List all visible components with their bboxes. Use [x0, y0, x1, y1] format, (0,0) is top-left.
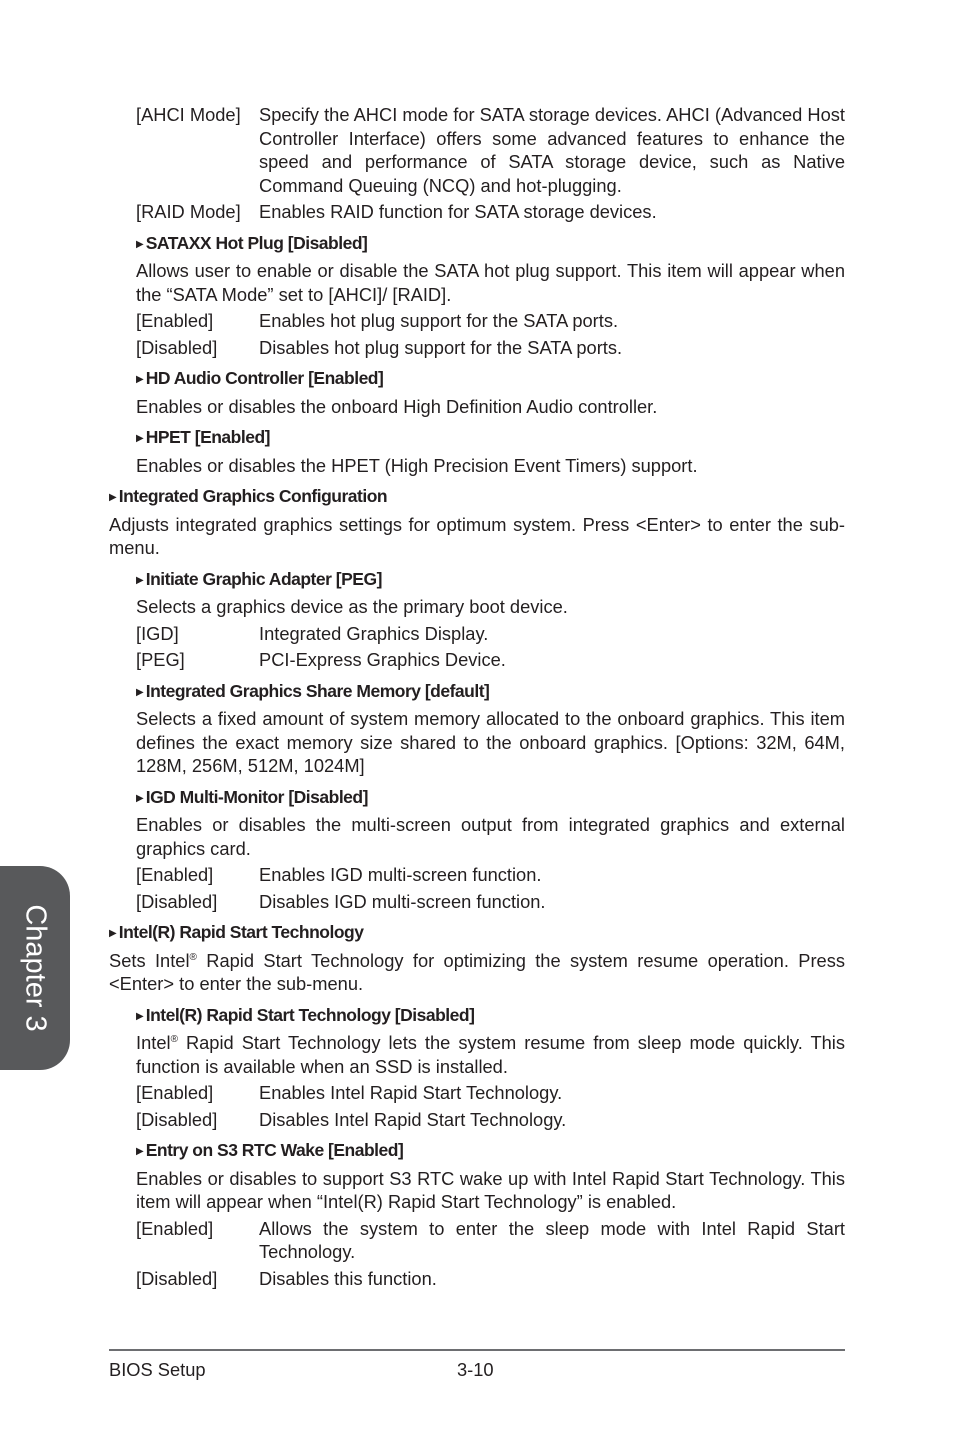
triangle-bullet-icon: ▶ — [136, 1010, 144, 1022]
manual-page-content — [109, 103, 845, 1293]
registered-mark: ® — [170, 1034, 178, 1045]
chapter-tab — [0, 866, 70, 1070]
triangle-bullet-icon: ▶ — [109, 492, 117, 503]
option-name: [RAID Mode] — [136, 201, 241, 222]
section-text: Enables or disables the multi-screen output from integrated graphics and external graphics card. — [136, 814, 845, 859]
option-description: Disables IGD multi-screen function. — [259, 890, 546, 912]
section-text: Allows user to enable or disable the SATA hot plug support. This item will appear when the “SATA Mode” set to [AHCI]/ [RAID]. — [136, 260, 845, 305]
section-text: Intel® Rapid Start Technology lets the system resume from sleep mode quickly. This function is available when an SSD is installed. — [136, 1032, 845, 1077]
option-name: [Enabled] — [136, 1217, 214, 1239]
section-text: Enables or disables the HPET (High Precision Event Timers) support. — [136, 454, 698, 476]
option-description: Disables hot plug support for the SATA ports. — [259, 336, 623, 358]
section-text: Enables or disables to support S3 RTC wake up with Intel Rapid Start Technology. This item will appear when “Intel(R) Rapid Start Technology” is enabled. — [136, 1167, 845, 1212]
option-description: Integrated Graphics Display. — [259, 622, 489, 644]
option-description: PCI-Express Graphics Device. — [259, 649, 506, 670]
page-number: 3-10 — [457, 1359, 494, 1380]
option-description: Enables Intel Rapid Start Technology. — [259, 1082, 563, 1103]
chapter-tab-label: Chapter 3 — [19, 904, 52, 1032]
option-row — [136, 1108, 845, 1132]
option-description: Disables this function. — [259, 1267, 437, 1289]
section-heading-hd-audio: ▶ HD Audio Controller [Enabled] — [136, 368, 384, 388]
section-heading-share-memory: ▶ Integrated Graphics Share Memory [default] — [136, 680, 490, 701]
option-description: Allows the system to enter the sleep mode with Intel Rapid Start Technology. — [259, 1217, 845, 1262]
option-description: Enables RAID function for SATA storage devices. — [259, 201, 657, 222]
section-heading-hpet: ▶ HPET [Enabled] — [136, 427, 270, 447]
option-description: Disables Intel Rapid Start Technology. — [259, 1108, 567, 1130]
option-name: [Enabled] — [136, 864, 214, 885]
option-row — [136, 1267, 845, 1291]
option-row — [136, 1081, 845, 1105]
section-heading-initiate-adapter: ▶ Initiate Graphic Adapter [PEG] — [136, 568, 382, 589]
section-heading-s3-rtc: ▶ Entry on S3 RTC Wake [Enabled] — [136, 1140, 404, 1160]
footer-divider — [109, 1349, 845, 1351]
option-row — [136, 863, 845, 887]
triangle-bullet-icon: ▶ — [136, 374, 144, 385]
section-text: Enables or disables the onboard High Definition Audio controller. — [136, 395, 658, 417]
option-row — [136, 336, 845, 360]
option-name: [Disabled] — [136, 336, 218, 358]
triangle-bullet-icon: ▶ — [136, 1146, 144, 1157]
option-row — [136, 890, 845, 914]
option-row — [136, 648, 845, 672]
section-text: Sets Intel® Rapid Start Technology for optimizing the system resume operation. Press <Enter> to enter the sub-menu. — [109, 949, 845, 994]
option-name: [Enabled] — [136, 1082, 214, 1103]
option-name: [Disabled] — [136, 890, 218, 912]
option-name: [IGD] — [136, 622, 179, 644]
registered-mark: ® — [189, 951, 197, 963]
option-description: Enables hot plug support for the SATA ports. — [259, 310, 619, 331]
option-name: [Disabled] — [136, 1267, 218, 1289]
section-text: Adjusts integrated graphics settings for optimum system. Press <Enter> to enter the sub-menu. — [109, 513, 845, 558]
triangle-bullet-icon: ▶ — [136, 433, 144, 444]
option-row — [136, 200, 845, 224]
option-row — [136, 309, 845, 333]
triangle-bullet-icon: ▶ — [136, 686, 144, 698]
option-name: [Disabled] — [136, 1108, 218, 1130]
option-description: Enables IGD multi-screen function. — [259, 864, 542, 885]
triangle-bullet-icon: ▶ — [109, 928, 117, 939]
section-heading-igd-multi-monitor: ▶ IGD Multi-Monitor [Disabled] — [136, 786, 368, 807]
option-row — [136, 1217, 845, 1264]
triangle-bullet-icon: ▶ — [136, 792, 144, 804]
option-row — [136, 622, 845, 646]
footer-section-title: BIOS Setup — [109, 1359, 206, 1380]
option-name: [PEG] — [136, 649, 185, 670]
section-text: Selects a fixed amount of system memory allocated to the onboard graphics. This item defines the exact memory size shared to the onboard graphics. [Options: 32M, 64M, 128M, 256M, 512M, 1024M] — [136, 708, 845, 776]
section-heading-rst-menu: ▶ Intel(R) Rapid Start Technology — [109, 922, 364, 942]
option-description: Specify the AHCI mode for SATA storage devices. AHCI (Advanced Host Controller Interface) offers some advanced features to enhance the speed and performance of SATA storage device, such as Native Command Queuing (NCQ) and hot-plugging. — [259, 104, 845, 196]
triangle-bullet-icon: ▶ — [136, 574, 144, 586]
section-heading-igfx-config: ▶ Integrated Graphics Configuration — [109, 486, 388, 506]
section-heading-rst-item: ▶ Intel(R) Rapid Start Technology [Disabled] — [136, 1004, 475, 1025]
option-name: [Enabled] — [136, 310, 214, 331]
triangle-bullet-icon: ▶ — [136, 238, 144, 250]
option-row — [136, 103, 845, 197]
section-text: Selects a graphics device as the primary boot device. — [136, 596, 568, 617]
option-name: [AHCI Mode] — [136, 104, 241, 125]
section-heading-sata-hot-plug: ▶ SATAXX Hot Plug [Disabled] — [136, 232, 368, 253]
